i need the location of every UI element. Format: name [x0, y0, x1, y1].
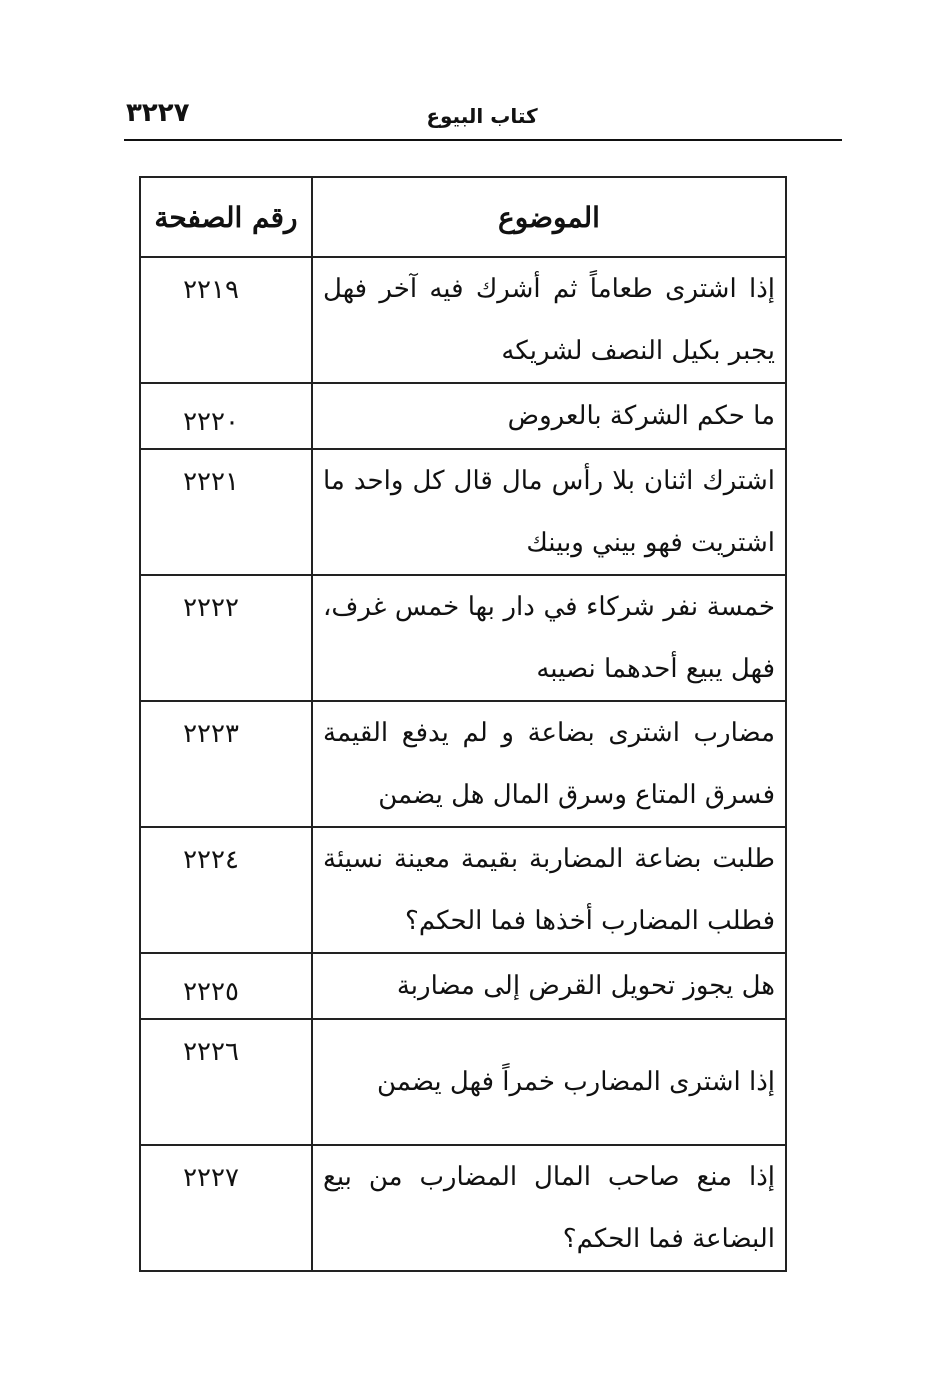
table-row: [140, 575, 786, 701]
row-page-number: ٢٢٢٧: [140, 1145, 312, 1271]
table-row: [140, 449, 786, 575]
row-subject: خمسة نفر شركاء في دار بها خمس غرف، فهل يبيع أحدهما نصيبه: [312, 575, 786, 701]
table-row: [140, 1145, 786, 1271]
table-row: [140, 953, 786, 1019]
row-page-number: ٢٢٢٢: [140, 575, 312, 701]
index-table: [139, 176, 787, 1272]
row-subject: إذا منع صاحب المال المضارب من بيع البضاعة فما الحكم؟: [312, 1145, 786, 1271]
row-page-number: ٢٢٢٤: [140, 827, 312, 953]
subject-column-header: الموضوع: [312, 177, 786, 257]
row-page-number: ٢٢٢٦: [140, 1019, 312, 1145]
table-row: [140, 383, 786, 449]
table-row: [140, 827, 786, 953]
row-page-number: ٢٢٢٣: [140, 701, 312, 827]
table-row: [140, 1019, 786, 1145]
row-subject: اشترك اثنان بلا رأس مال قال كل واحد ما اشتريت فهو بيني وبينك: [312, 449, 786, 575]
row-subject: هل يجوز تحويل القرض إلى مضاربة: [312, 953, 786, 1019]
row-subject: مضارب اشترى بضاعة و لم يدفع القيمة فسرق المتاع وسرق المال هل يضمن: [312, 701, 786, 827]
table-row: [140, 701, 786, 827]
page-column-header: رقم الصفحة: [140, 177, 312, 257]
row-page-number: ٢٢٢٥: [140, 953, 312, 1019]
row-subject: ما حكم الشركة بالعروض: [312, 383, 786, 449]
row-subject: طلبت بضاعة المضاربة بقيمة معينة نسيئة فطلب المضارب أخذها فما الحكم؟: [312, 827, 786, 953]
table-row: [140, 257, 786, 383]
row-page-number: ٢٢١٩: [140, 257, 312, 383]
header-rule: [124, 139, 842, 141]
page-number: ٣٢٢٧: [126, 98, 190, 128]
book-title: كتاب البيوع: [426, 104, 538, 128]
row-subject: إذا اشترى المضارب خمراً فهل يضمن: [312, 1019, 786, 1145]
row-page-number: ٢٢٢١: [140, 449, 312, 575]
table-header-row: [140, 177, 786, 257]
page-header: [124, 98, 840, 138]
row-subject: إذا اشترى طعاماً ثم أشرك فيه آخر فهل يجبر بكيل النصف لشريكه: [312, 257, 786, 383]
row-page-number: ٢٢٢٠: [140, 383, 312, 449]
